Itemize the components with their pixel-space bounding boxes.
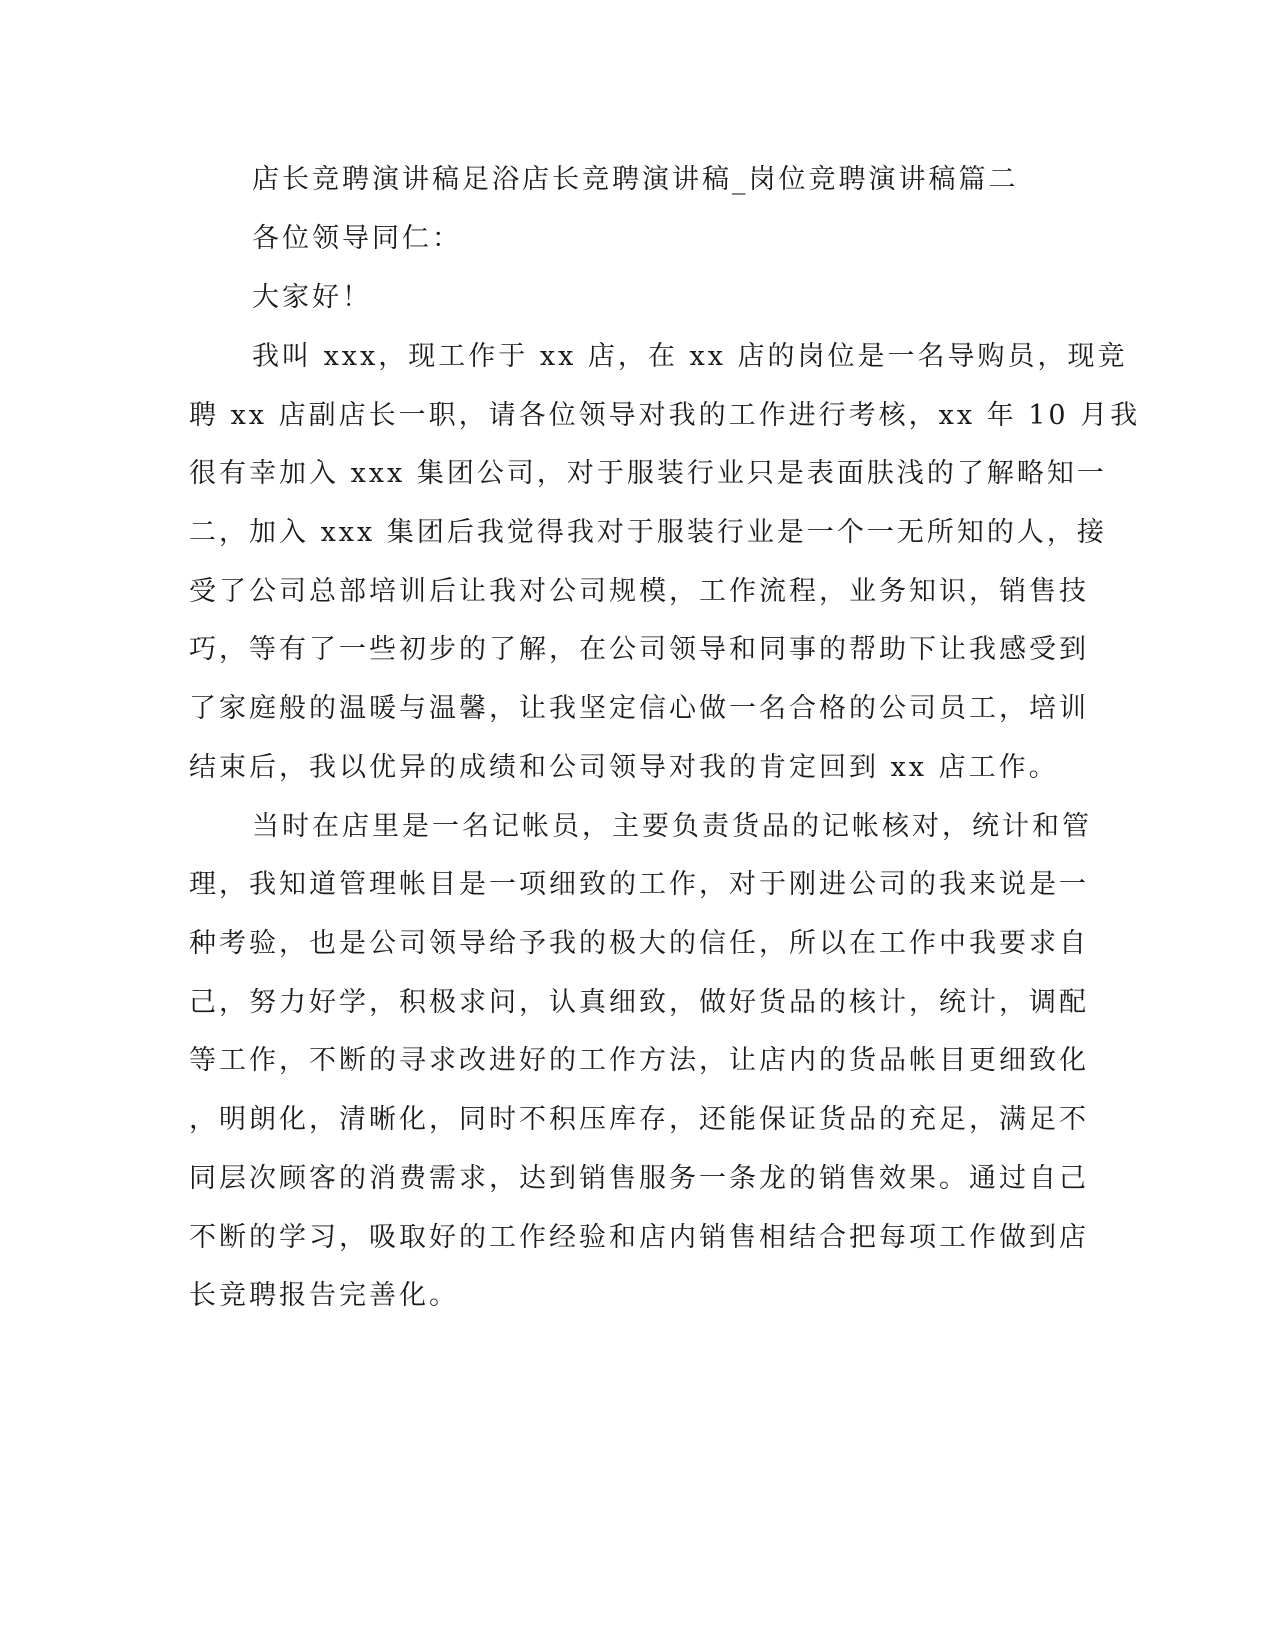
salutation: 各位领导同仁：: [252, 223, 462, 254]
document-title: 店长竞聘演讲稿足浴店长竞聘演讲稿_岗位竞聘演讲稿篇二: [252, 164, 1019, 195]
paragraph-line: 不断的学习，吸取好的工作经验和店内销售相结合把每项工作做到店: [189, 1222, 1089, 1253]
paragraph-line: 巧，等有了一些初步的了解，在公司领导和同事的帮助下让我感受到: [189, 634, 1089, 665]
paragraph-line: 了家庭般的温暖与温馨，让我坚定信心做一名合格的公司员工，培训: [189, 693, 1089, 724]
paragraph-line: 己，努力好学，积极求问，认真细致，做好货品的核计，统计，调配: [189, 987, 1089, 1018]
paragraph-line: 我叫 xxx，现工作于 xx 店，在 xx 店的岗位是一名导购员，现竞: [252, 341, 1128, 372]
paragraph-line: 聘 xx 店副店长一职，请各位领导对我的工作进行考核，xx 年 10 月我: [189, 400, 1141, 431]
paragraph-line: 结束后，我以优异的成绩和公司领导对我的肯定回到 xx 店工作。: [189, 752, 1059, 783]
greeting: 大家好！: [252, 282, 372, 313]
paragraph-line: 很有幸加入 xxx 集团公司，对于服装行业只是表面肤浅的了解略知一: [189, 458, 1107, 489]
paragraph-line: 受了公司总部培训后让我对公司规模，工作流程，业务知识，销售技: [189, 576, 1089, 607]
paragraph-line: ，明朗化，清晰化，同时不积压库存，还能保证货品的充足，满足不: [189, 1104, 1089, 1135]
paragraph-line: 二，加入 xxx 集团后我觉得我对于服装行业是一个一无所知的人，接: [189, 517, 1107, 548]
paragraph-line: 长竞聘报告完善化。: [189, 1280, 459, 1311]
paragraph-line: 当时在店里是一名记帐员，主要负责货品的记帐核对，统计和管: [252, 811, 1092, 842]
paragraph-line: 等工作，不断的寻求改进好的工作方法，让店内的货品帐目更细致化: [189, 1045, 1089, 1076]
paragraph-line: 种考验，也是公司领导给予我的极大的信任，所以在工作中我要求自: [189, 928, 1089, 959]
paragraph-line: 同层次顾客的消费需求，达到销售服务一条龙的销售效果。通过自己: [189, 1163, 1089, 1194]
paragraph-line: 理，我知道管理帐目是一项细致的工作，对于刚进公司的我来说是一: [189, 869, 1089, 900]
